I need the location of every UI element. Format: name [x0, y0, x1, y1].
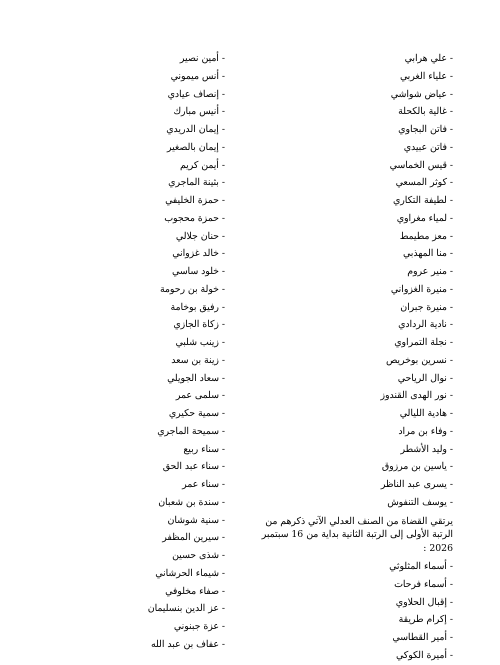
name-entry: - أمين نصير [179, 53, 225, 64]
name-entry: - إكرام طريقة [398, 614, 453, 626]
name-entry: - نور الهدى القندوز [380, 390, 453, 402]
name-entry: - عز الدين بنسليمان [147, 603, 225, 615]
name-entry: - عياض شواشي [390, 88, 453, 100]
name-entry: - أمير القطاسي [392, 632, 453, 643]
name-entry: - حنان جلالي [175, 230, 225, 242]
name-entry: - إقبال الحلاوي [395, 596, 453, 608]
name-entry: - منير عروم [407, 266, 453, 277]
name-entry: - إنصاف عيادي [167, 88, 225, 100]
name-entry: - عفاف بن عبد الله [150, 638, 225, 650]
name-entry: - كوثر المسعي [395, 177, 453, 189]
name-entry: - سناء عمر [182, 479, 225, 490]
name-entry: - أميرة الكوكي [396, 649, 453, 661]
name-entry: - علياء الغربي [399, 70, 453, 82]
name-entry: - نادية الردادي [398, 319, 453, 331]
name-entry: - أسماء المثلوثي [389, 561, 453, 572]
name-entry: - وليد الأشطر [400, 443, 453, 455]
name-entry: - إيمان بالصغير [167, 141, 225, 153]
name-entry: - أنس ميموني [170, 70, 225, 82]
name-entry: - سعاد الجويلي [167, 372, 225, 384]
promotion-paragraph: يرتقي القضاة من الصنف العدلي الآتي ذكرهم من الرتبة الأولى إلى الرتبة الثانية بداية من 16 سبتمبر 2026 : [261, 515, 453, 554]
name-entry: - حمزة الخليفي [165, 195, 225, 206]
name-entry: - صفاء مخلوفي [165, 585, 225, 597]
name-entry: - خولة بن رحومة [159, 283, 225, 295]
name-entry: - نجلة التمراوي [394, 337, 453, 348]
name-entry: - فاتن عبيدي [403, 141, 453, 153]
name-entry: - قيس الخماسي [389, 159, 453, 171]
name-entry: - علي هرابي [404, 53, 453, 64]
name-entry: - ياسين بن مرزوق [381, 461, 453, 473]
name-entry: - سميحة الماجري [157, 425, 225, 437]
name-entry: - منيرة جبران [400, 301, 453, 313]
left-name-column [55, 50, 225, 654]
name-entry: - نوال الرياحي [397, 372, 453, 384]
name-entry: - وفاء بن مراد [398, 425, 453, 437]
name-entry: - سلمى عمر [175, 390, 225, 402]
name-entry: - أنيس مبارك [173, 106, 225, 118]
name-entry: - خلود ساسي [172, 266, 225, 277]
name-entry: - لطيفة التكاري [393, 195, 453, 206]
name-entry: - يسرى عبد الناظر [380, 479, 453, 490]
name-entry: - منيرة الغزواني [390, 283, 453, 295]
name-entry: - سنية شوشان [167, 514, 225, 526]
name-entry: - شيماء الحرشاني [155, 567, 225, 579]
name-entry: - لمياء مغراوي [396, 212, 453, 224]
name-entry: - منا المهذبي [403, 248, 453, 260]
name-entry: - سندة بن شعبان [158, 496, 225, 508]
right-name-column [253, 50, 453, 665]
name-entry: - سيرين المظفر [162, 532, 225, 544]
name-entry: - هادية الليالي [399, 408, 453, 419]
name-entry: - يوسف التنفوش [387, 496, 453, 508]
name-entry: - شذى حسين [172, 550, 225, 561]
name-entry: - نسرين بوخريص [386, 354, 453, 366]
name-entry: - سمية حكيري [168, 408, 225, 419]
name-entry: - معز مطيمط [399, 230, 453, 242]
name-entry: - حمزة محجوب [164, 212, 225, 224]
name-entry: - سناء ربيع [183, 443, 225, 455]
name-entry: - عزة جبنوني [173, 621, 225, 632]
name-entry: - إيمان الدريدي [166, 124, 225, 135]
name-entry: - أيمن كريم [179, 159, 225, 171]
name-entry: - سناء عبد الحق [162, 461, 225, 473]
name-entry: - أسماء فرحات [394, 578, 453, 590]
name-entry: - فاتن البجاوي [398, 124, 453, 135]
name-entry: - رفيق بوخامة [170, 301, 225, 313]
name-entry: - خالد غزواني [172, 248, 225, 260]
name-entry: - بثينة الماجري [168, 177, 225, 189]
name-entry: - غالية بالكحلة [398, 106, 453, 118]
name-entry: - زكاة الجازي [173, 319, 225, 331]
name-entry: - زينب شلبي [175, 337, 225, 348]
name-entry: - زينة بن سعد [171, 354, 225, 366]
